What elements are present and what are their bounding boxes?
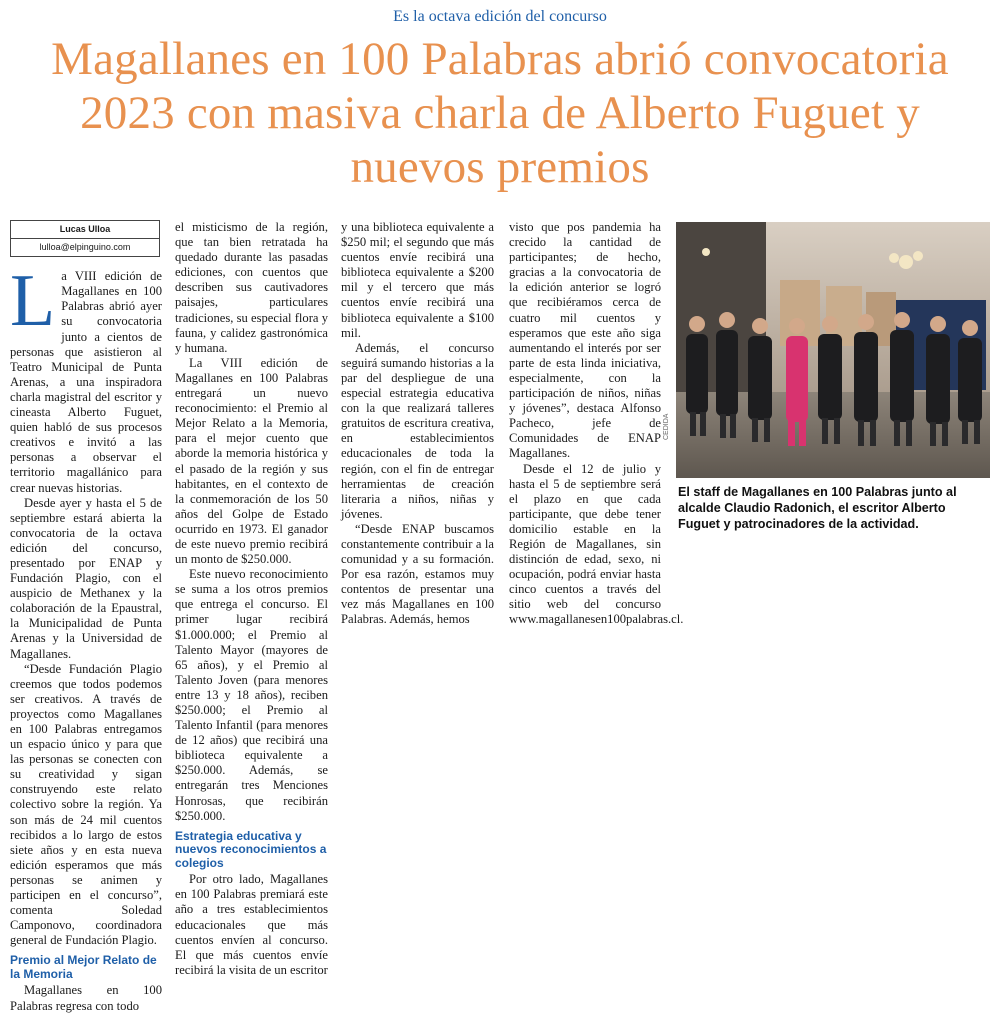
article-column-2 bbox=[175, 220, 328, 978]
paragraph: el misticismo de la región, que tan bien retratada ha quedado durante las pasadas ediciones, con cuentos que describen sus cautivadores paisajes, particulares tradiciones, su especial flora y fauna, y calidez gastronómica y humana. bbox=[175, 220, 328, 355]
byline bbox=[10, 220, 160, 257]
article-column-3 bbox=[341, 220, 494, 628]
subhead-estrategia-educativa: Estrategia educativa y nuevos reconocimientos a colegios bbox=[175, 828, 327, 870]
paragraph: “Desde ENAP buscamos constantemente contribuir a la comunidad y a su formación. Por esa razón, estamos muy contentos de presentar una vez más Magallanes en 100 Palabras. Además, hemos bbox=[341, 521, 494, 627]
paragraph: Además, el concurso seguirá sumando historias a la par del despliegue de una especial estrategia educativa con la que realizará talleres gratuitos de escritura creativa, en establecimientos educacionales de toda la región, con el fin de entregar herramientas de creación literaria a niños, niñas y jóvenes. bbox=[341, 340, 494, 521]
event-photo bbox=[676, 222, 990, 478]
kicker: Es la octava edición del concurso bbox=[393, 8, 607, 25]
author-name: Lucas Ulloa bbox=[11, 221, 159, 239]
paragraph: Desde el 12 de julio y hasta el 5 de septiembre será el plazo en que cada participante, que debe tener domicilio estable en la Región de Magallanes, sin distinción de edad, sexo, ni ocupación, podrá enviar hasta cinco cuentos a través del sitio web del concurso www.magallanesen100palabras.cl. bbox=[509, 461, 684, 627]
paragraph: Desde ayer y hasta el 5 de septiembre estará abierta la convocatoria de la octava edición del concurso, presentado por ENAP y Fundación Plagio, con el auspicio de Methanex y la colaboración de la Epaustral, la Municipalidad de Punta Arenas y la Universidad de Magallanes. bbox=[10, 495, 162, 661]
paragraph: Magallanes en 100 Palabras regresa con todo bbox=[10, 983, 162, 1013]
lead-text: a VIII edición de Magallanes en 100 Palabras abrió ayer su convocatoria junto a cientos de personas que asistieron al Teatro Municipal de Punta Arenas, a una inspiradora charla magistral del escritor y cineasta Alberto Fuguet, quien habló de sus procesos creativos e invitó a las personas a observar el territorio magallánico para crear nuevas historias. bbox=[10, 269, 162, 495]
headline: Magallanes en 100 Palabras abrió convocatoria 2023 con masiva charla de Alberto Fuguet y nuevos premios bbox=[51, 33, 949, 193]
group-photo-illustration bbox=[676, 222, 990, 478]
paragraph: La VIII edición de Magallanes en 100 Palabras entregará un nuevo reconocimiento: el Premio al Mejor Relato a la Memoria, para el mejor cuento que aborde la memoria histórica y el pasado de la región y sus habitantes, en el contexto de la conmemoración de los 50 años del Golpe de Estado ocurrido en 1973. El ganador de este nuevo premio recibirá un monto de $250.000. bbox=[175, 355, 328, 567]
paragraph: y una biblioteca equivalente a $250 mil; el segundo que más cuentos envíe recibirá una biblioteca equivalente a $200 mil y el tercero que más cuentos envíe recibirá una biblioteca equivalente a $100 mil. bbox=[341, 220, 494, 340]
photo-credit: CEDIDA bbox=[663, 413, 670, 440]
author-email: lulloa@elpinguino.com bbox=[39, 242, 131, 253]
drop-cap: L bbox=[10, 260, 56, 343]
article-column-1 bbox=[10, 220, 162, 1014]
paragraph: “Desde Fundación Plagio creemos que todos podemos ser creativos. A través de proyectos como Magallanes en 100 Palabras entregamos un espacio único y para que las personas se conecten con su creatividad y sigan construyendo este relato colectivo sobre la región. Ya son más de 24 mil cuentos recibidos a lo largo de estos siete años y en esta nueva edición esperamos que más personas se animen y participen en el concurso”, comenta Soledad Camponovo, coordinadora general de Fundación Plagio. bbox=[10, 661, 162, 948]
subhead-premio-memoria: Premio al Mejor Relato de la Memoria bbox=[10, 953, 157, 981]
lead-paragraph bbox=[10, 260, 162, 495]
paragraph: Por otro lado, Magallanes en 100 Palabras premiará este año a tres establecimientos educacionales que más cuentos envíen al concurso. El que más cuentos envíe recibirá la visita de un escritor bbox=[175, 872, 328, 977]
photo-caption: El staff de Magallanes en 100 Palabras junto al alcalde Claudio Radonich, el escritor Alberto Fuguet y patrocinadores de la actividad. bbox=[678, 485, 957, 531]
paragraph: Este nuevo reconocimiento se suma a los otros premios que entrega el concurso. El primer lugar recibirá $1.000.000; el Premio al Talento Mayor (mayores de 65 años), y el Premio al Talento Joven (para menores entre 13 y 18 años), reciben $250.000; el Premio al Talento Infantil (para menores de 12 años) que recibirá una biblioteca equivalente a $250.000. Además, se entregarán tres Menciones Honrosas, que recibirán $250.000. bbox=[175, 567, 328, 823]
paragraph: visto que pos pandemia ha crecido la cantidad de participantes; de hecho, gracias a la convocatoria de la edición anterior se logró que recibiéramos cerca de cuatro mil cuentos y esperamos que este año siga aumentando el interés por ser parte de esta linda iniciativa, especialmente, con la participación de niños, niñas y jóvenes”, destaca Alfonso Pacheco, jefe de Comunidades de ENAP Magallanes. bbox=[509, 220, 661, 461]
